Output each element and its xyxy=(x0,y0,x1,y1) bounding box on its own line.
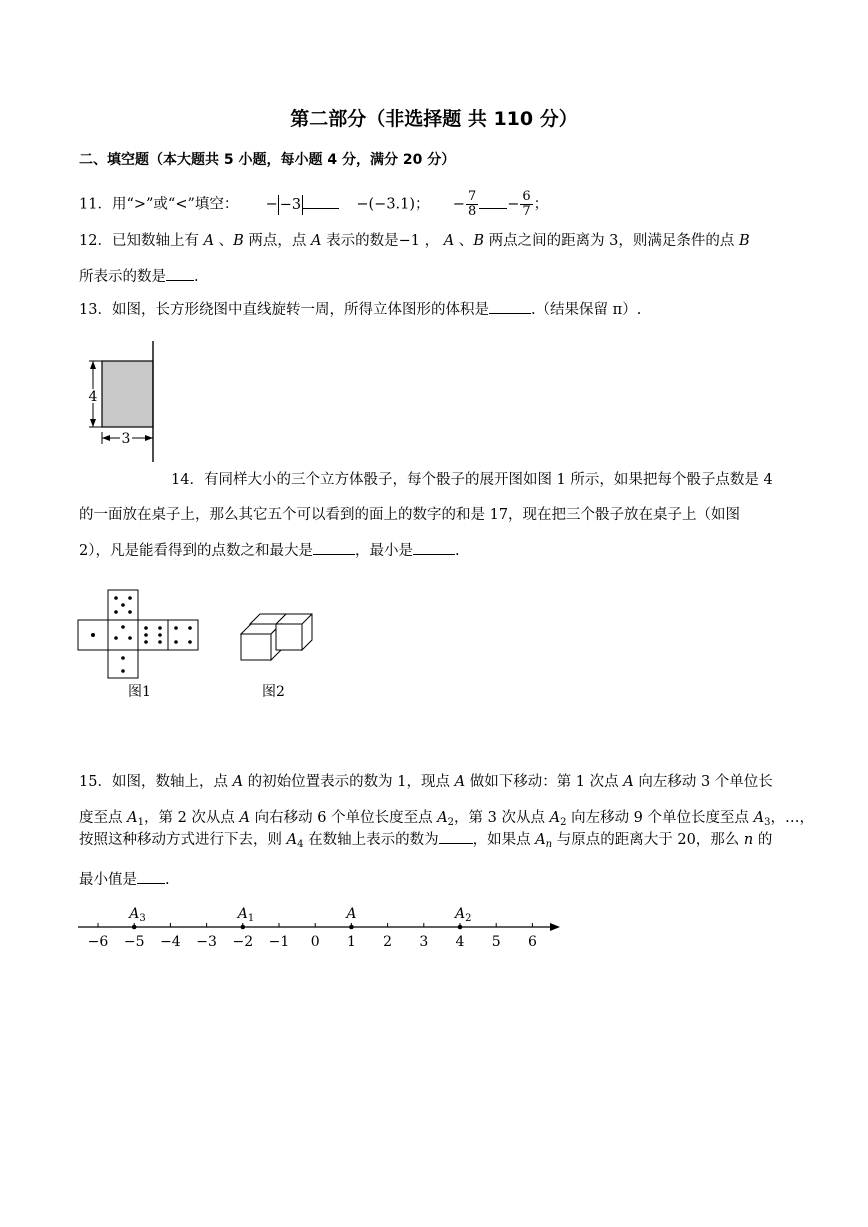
q15-l4-end: . xyxy=(165,872,170,888)
q14-blank-min[interactable] xyxy=(413,540,455,555)
number-line-point-label: A xyxy=(346,906,357,922)
q15-l1-c: 做如下移动：第 1 次点 xyxy=(465,774,624,790)
number-line-tick-label: −1 xyxy=(268,934,290,950)
q11-expr2: −(−3.1)； xyxy=(356,196,430,213)
q15-a1-sub: 1 xyxy=(137,817,144,828)
q12-line2: 所表示的数是 xyxy=(79,269,166,285)
q15-n: n xyxy=(743,832,754,848)
number-line-tick-label: 6 xyxy=(527,934,537,950)
q11-expr1-inner: −3 xyxy=(279,196,302,213)
q15-an: A xyxy=(535,832,546,848)
q14-blank-max[interactable] xyxy=(313,540,355,555)
q11-frac1-num: 7 xyxy=(467,189,477,204)
q15-a3: A xyxy=(753,810,765,826)
q11-blank-2[interactable] xyxy=(479,194,507,209)
q11-frac2-num: 6 xyxy=(522,189,531,204)
q11-abs xyxy=(278,195,303,215)
arrow-up-icon xyxy=(90,361,96,369)
q15-blank-2[interactable] xyxy=(137,869,165,884)
number-line-tick-label: −5 xyxy=(123,934,145,950)
q11-suffix: ； xyxy=(533,196,549,213)
q12-text-b: 两点，点 xyxy=(243,233,312,249)
question-11 xyxy=(79,190,548,219)
die-face-right-1 xyxy=(138,620,168,650)
q15-a2-b: A xyxy=(549,810,561,826)
question-12-line2 xyxy=(79,266,199,287)
q15-l4: 最小值是 xyxy=(79,872,137,888)
number-line-tick-label: 2 xyxy=(383,934,393,950)
section-heading: 二、填空题（本大题共 5 小题，每小题 4 分，满分 20 分） xyxy=(79,152,456,168)
number-line-tick-label: −6 xyxy=(87,934,109,950)
number-line-tick-label: 0 xyxy=(310,934,320,950)
q15-l3-a: 按照这种移动方式进行下去，则 xyxy=(79,832,287,848)
question-12-line1 xyxy=(79,231,750,251)
q15-a2-sub: 2 xyxy=(447,817,455,828)
q12-sep: 、 xyxy=(214,233,234,249)
q12-blank[interactable] xyxy=(166,266,194,281)
q11-frac2-sign: − xyxy=(507,196,520,213)
q15-point-a-2: A xyxy=(454,774,466,790)
q15-a2-b-sub: 2 xyxy=(560,817,567,828)
question-14-line3 xyxy=(79,540,460,561)
q11-frac1 xyxy=(466,190,478,219)
q15-l2-b: ，第 2 次从点 xyxy=(143,810,240,826)
number-line-point xyxy=(458,925,463,930)
question-14-line1: 14．有同样大小的三个立方体骰子，每个骰子的展开图如图 1 所示，如果把每个骰子点数是 4 xyxy=(171,472,773,488)
cube-left-front xyxy=(241,634,271,660)
question-14-line2: 的一面放在桌子上，那么其它五个可以看到的面上的数字的和是 17，现在把三个骰子放在桌子上（如图 xyxy=(79,507,741,523)
question-15-line1 xyxy=(79,772,773,792)
q15-l2-c: 向右移动 6 个单位长度至点 xyxy=(250,810,438,826)
q12-text-e: 两点之间的距离为 3，则满足条件的点 xyxy=(483,233,740,249)
number-line-tick-label: −4 xyxy=(160,934,181,950)
three-dice-figure xyxy=(238,610,318,666)
q15-point-a-3: A xyxy=(623,774,634,790)
q15-a2: A xyxy=(437,810,448,826)
number-line-tick-label: −3 xyxy=(196,934,217,950)
q13-text: 13．如图，长方形绕图中直线旋转一周，所得立体图形的体积是 xyxy=(79,302,489,318)
q12-point-b-3: B xyxy=(739,233,750,249)
q11-frac2-den: 7 xyxy=(522,204,531,219)
number-line-point-label: $A_1$ xyxy=(237,906,255,924)
q11-expr1-sign: − xyxy=(265,196,278,213)
figure-2-caption: 图2 xyxy=(262,684,285,700)
q13-text-end: .（结果保留 π）. xyxy=(530,302,642,318)
page-title: 第二部分（非选择题 共 110 分） xyxy=(290,108,578,130)
q12-point-a-3: A xyxy=(443,233,455,249)
number-line-point-label: $A_2$ xyxy=(455,906,472,924)
question-15-line3 xyxy=(79,829,772,855)
q12-point-a-2: A xyxy=(311,233,322,249)
number-line-point xyxy=(241,925,246,930)
number-line-point xyxy=(349,925,354,930)
q15-a3-sub: 3 xyxy=(764,817,771,828)
q15-l1-b: 的初始位置表示的数为 1，现点 xyxy=(243,774,455,790)
q12-line2-end: . xyxy=(194,269,199,285)
q15-a4-sub: 4 xyxy=(297,839,304,850)
number-line-tick-label: 1 xyxy=(346,934,356,950)
figure-1-caption: 图1 xyxy=(128,684,151,700)
q13-blank[interactable] xyxy=(489,299,531,314)
question-15-line4 xyxy=(79,869,170,890)
q15-l1-d: 向左移动 3 个单位长 xyxy=(633,774,773,790)
q15-l2-e: 向左移动 9 个单位长度至点 xyxy=(566,810,754,826)
q15-l2-f: ，…， xyxy=(770,810,814,826)
question-13 xyxy=(79,299,641,320)
width-label: 3 xyxy=(121,431,131,447)
q11-prefix: 11．用“>”或“<”填空： xyxy=(79,196,239,213)
arrow-right-icon xyxy=(145,435,153,441)
number-line-tick-label: 4 xyxy=(455,934,465,950)
number-line-point-label: $A_3$ xyxy=(129,906,146,924)
q14-text-b: ，最小是 xyxy=(354,543,413,559)
die-face-right-2 xyxy=(168,620,198,650)
q11-frac1-den: 8 xyxy=(467,204,477,219)
shaded-rectangle xyxy=(102,361,153,427)
q11-frac2 xyxy=(520,190,532,219)
height-label: 4 xyxy=(88,389,98,405)
q15-l3-e: 的 xyxy=(753,832,773,848)
q12-text-c: 表示的数是−1 ， xyxy=(321,233,444,249)
q15-l1-a: 15．如图，数轴上，点 xyxy=(79,774,233,790)
q14-text-a: 2），凡是能看得到的点数之和最大是 xyxy=(79,543,313,559)
q12-text-a: 12．已知数轴上有 xyxy=(79,233,204,249)
q14-text-c: . xyxy=(454,543,460,559)
q15-a4: A xyxy=(286,832,298,848)
q12-point-b: B xyxy=(233,233,244,249)
number-line xyxy=(70,900,570,956)
die-face-center xyxy=(108,620,138,650)
number-line-tick-label: −2 xyxy=(232,934,254,950)
q15-l2-d: ，第 3 次从点 xyxy=(454,810,550,826)
rectangle-figure xyxy=(80,338,170,466)
q15-point-a-4: A xyxy=(239,810,251,826)
arrow-left-icon xyxy=(102,435,110,441)
q15-point-a: A xyxy=(232,774,244,790)
q11-blank-1[interactable] xyxy=(303,194,339,209)
number-line-tick-label: 5 xyxy=(491,934,501,950)
arrow-down-icon xyxy=(90,419,96,427)
q15-l3-b: 在数轴上表示的数为 xyxy=(303,832,439,848)
q15-a1: A xyxy=(127,810,138,826)
q12-point-b-2: B xyxy=(473,233,484,249)
arrow-right-icon xyxy=(550,923,560,931)
q15-an-sub: n xyxy=(545,839,553,850)
q15-l3-d: 与原点的距离大于 20，那么 xyxy=(552,832,744,848)
q12-point-a: A xyxy=(203,233,215,249)
q11-frac1-sign: − xyxy=(452,196,465,213)
dice-net-figure xyxy=(76,588,202,680)
q15-blank-1[interactable] xyxy=(439,829,473,844)
number-line-tick-label: 3 xyxy=(419,934,429,950)
number-line-point xyxy=(132,925,137,930)
q15-l3-c: ，如果点 xyxy=(472,832,536,848)
die-face-bottom xyxy=(108,650,138,678)
q12-text-d: 、 xyxy=(454,233,474,249)
q15-l2-a: 度至点 xyxy=(79,810,128,826)
